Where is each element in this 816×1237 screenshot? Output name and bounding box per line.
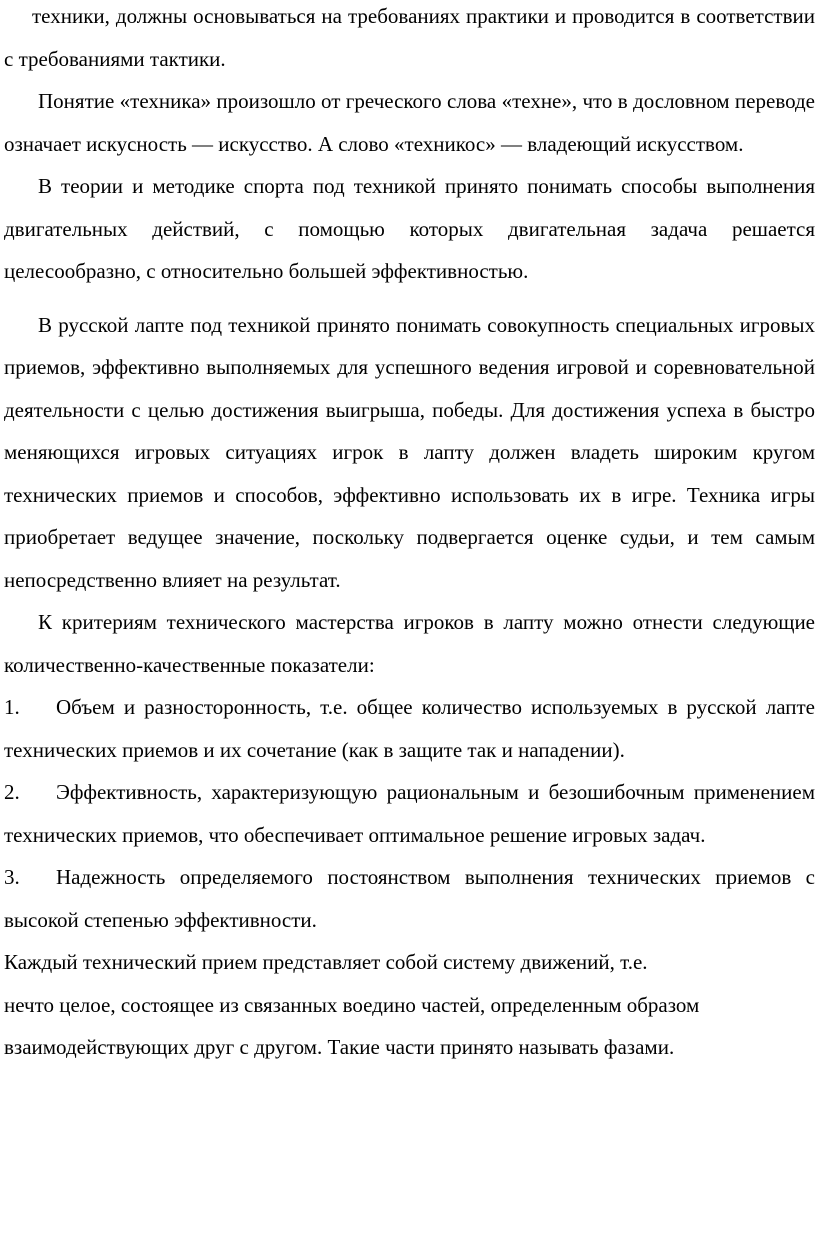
paragraph-closing (4, 941, 815, 1069)
list-item-text: Эффективность, характеризующую рациональным и безошибочным применением технических приемов, что обеспечивает оптимальное решение игровых задач. (4, 780, 815, 847)
list-item-number: 2. (4, 780, 20, 804)
list-item-text: Надежность определяемого постоянством выполнения технических приемов с высокой степенью эффективности. (4, 865, 815, 932)
paragraph-technique-requirements: техники, должны основываться на требованиях практики и проводится в соответствии с требованиями тактики. (4, 4, 815, 71)
list-item (4, 771, 815, 856)
closing-line-rest: нечто целое, состоящее из связанных воедино частей, определенным образом взаимодействующих друг с другом. Такие части принято называть фазами. (4, 992, 700, 1059)
paragraph-russian-lapta: В русской лапте под техникой принято понимать совокупность специальных игровых приемов, эффективно выполняемых для успешного ведения игровой и соревновательной деятельности с целью достижения выигрыша, победы. Для достижения успеха в быстро меняющихся игровых ситуациях игрок в лапту должен владеть широким кругом технических приемов и способов, эффективно использовать их в игре. Техника игры приобретает ведущее значение, поскольку подвергается оценке судьи, и тем самым непосредственно влияет на результат. (4, 312, 815, 592)
paragraph-technique-origin: Понятие «техника» произошло от греческого слова «техне», что в дословном переводе означает искусность — искусство. А слово «техникос» — владеющий искусством. (4, 89, 815, 156)
list-item-text: Объем и разносторонность, т.е. общее количество используемых в русской лапте технических приемов и их сочетание (как в защите так и нападении). (4, 695, 815, 762)
paragraph-sport-theory: В теории и методике спорта под техникой принято понимать способы выполнения двигательных действий, с помощью которых двигательная задача решается целесообразно, с относительно большей эффективностью. (4, 174, 815, 283)
criteria-list (4, 686, 815, 941)
list-item (4, 686, 815, 771)
list-item (4, 856, 815, 941)
list-item-number: 3. (4, 865, 20, 889)
paragraph-mastery-criteria: К критериям технического мастерства игроков в лапту можно отнести следующие количественно-качественные показатели: (4, 610, 815, 677)
closing-line-first: Каждый технический прием представляет собой систему движений, т.е. (4, 950, 648, 974)
list-item-number: 1. (4, 695, 20, 719)
